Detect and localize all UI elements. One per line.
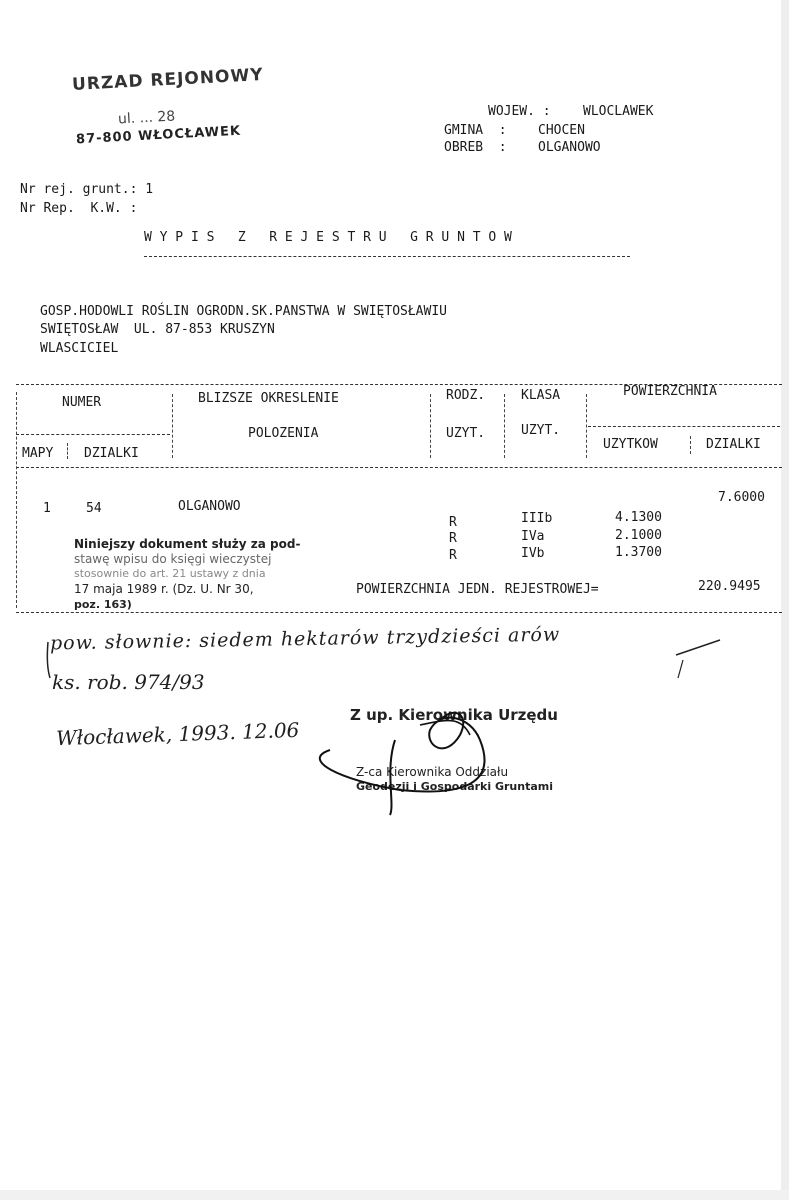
use-area: 1.3700 xyxy=(615,545,662,560)
nr-rep-kw: Nr Rep. K.W. : xyxy=(20,201,138,216)
document-title: W Y P I S Z R E J E S T R U G R U N T O W xyxy=(144,230,512,245)
wojew-label: WOJEW. : xyxy=(488,104,551,119)
use-klasa: IIIb xyxy=(521,511,553,526)
unit-total-value: 220.9495 xyxy=(698,579,761,594)
handwritten-book-ref: ks. rob. 974/93 xyxy=(52,670,205,694)
header-blizsze: BLIZSZE OKRESLENIE xyxy=(198,391,339,406)
header-mapy: MAPY xyxy=(22,446,54,461)
nr-rej-grunt: Nr rej. grunt.: 1 xyxy=(20,182,154,197)
header-uzytkow: UZYTKOW xyxy=(603,437,658,452)
use-area: 4.1300 xyxy=(615,510,662,525)
handwritten-place-date: Włocławek, 1993. 12.06 xyxy=(55,717,300,751)
header-numer: NUMER xyxy=(62,395,102,410)
header-klasa: KLASA xyxy=(521,388,561,403)
use-rodz: R xyxy=(449,515,457,530)
sign-stamp-line3: Geodezji i Gospodarki Gruntami xyxy=(356,780,553,793)
office-stamp-line2: ul. ... 28 xyxy=(117,108,176,128)
row-mapa: 1 xyxy=(43,501,51,516)
notice-stamp-line3: stosownie do art. 21 ustawy z dnia xyxy=(74,567,266,580)
notice-stamp-line2: stawę wpisu do księgi wieczystej xyxy=(74,552,272,566)
header-dzialki-area: DZIALKI xyxy=(706,437,761,452)
header-polozenia: POLOZENIA xyxy=(248,426,319,441)
header-rodz: RODZ. xyxy=(446,388,486,403)
office-stamp-line1: URZAD REJONOWY xyxy=(71,64,265,96)
gmina-label: GMINA : xyxy=(444,123,507,138)
use-area: 2.1000 xyxy=(615,528,662,543)
use-rodz: R xyxy=(449,531,457,546)
header-klasa-uzyt: UZYT. xyxy=(521,423,561,438)
notice-stamp-line5: poz. 163) xyxy=(74,598,132,611)
use-klasa: IVb xyxy=(521,546,545,561)
use-rodz: R xyxy=(449,548,457,563)
header-dzialki: DZIALKI xyxy=(84,446,139,461)
gmina-value: CHOCEN xyxy=(538,123,585,138)
handwritten-area-words: pow. słownie: siedem hektarów trzydzieści arów xyxy=(49,623,561,655)
office-stamp-line3: 87-800 WŁOCŁAWEK xyxy=(75,123,242,148)
row-dzialka-area: 7.6000 xyxy=(718,490,765,505)
notice-stamp-line4: 17 maja 1989 r. (Dz. U. Nr 30, xyxy=(74,582,254,596)
unit-total-label: POWIERZCHNIA JEDN. REJESTROWEJ= xyxy=(356,582,599,597)
owner-name: GOSP.HODOWLI ROŚLIN OGRODN.SK.PANSTWA W SWIĘTOSŁAWIU xyxy=(40,304,447,319)
sign-stamp-line2: Z-ca Kierownika Oddziału xyxy=(356,765,509,779)
owner-address: SWIĘTOSŁAW UL. 87-853 KRUSZYN xyxy=(40,322,275,337)
header-rodz-uzyt: UZYT. xyxy=(446,426,486,441)
obreb-label: OBREB : xyxy=(444,140,507,155)
row-dzialka: 54 xyxy=(86,501,102,516)
owner-role: WLASCICIEL xyxy=(40,341,119,356)
sign-stamp-line1: Z up. Kierownika Urzędu xyxy=(350,706,558,724)
wojew-value: WLOCLAWEK xyxy=(583,104,654,119)
notice-stamp-line1: Niniejszy dokument służy za pod- xyxy=(74,537,301,551)
header-powierzchnia: POWIERZCHNIA xyxy=(623,384,717,399)
use-klasa: IVa xyxy=(521,529,545,544)
obreb-value: OLGANOWO xyxy=(538,140,601,155)
row-polozenie: OLGANOWO xyxy=(178,499,241,514)
